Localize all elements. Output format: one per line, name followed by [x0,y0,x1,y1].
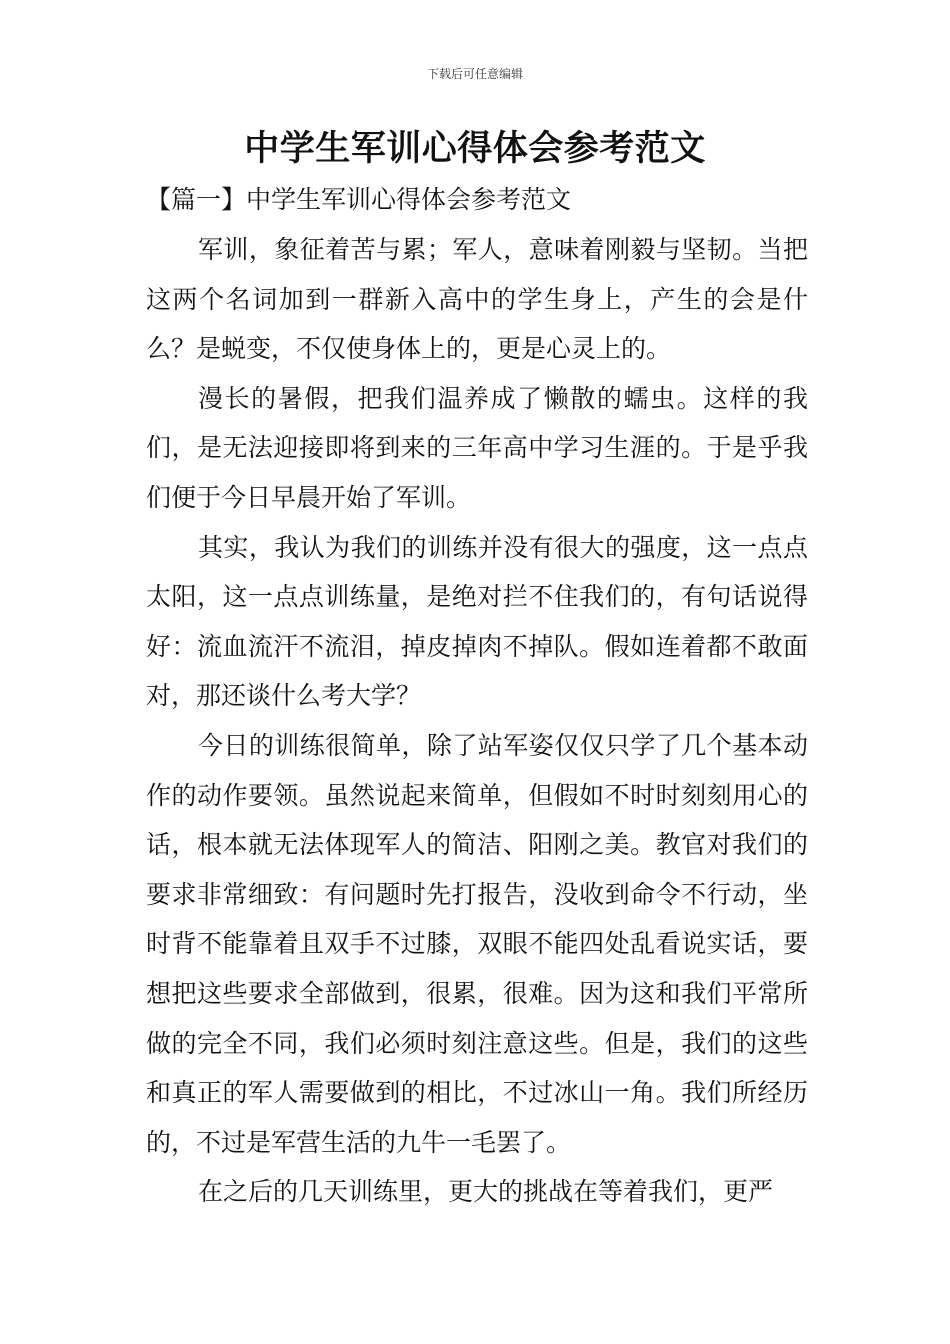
paragraph: 漫长的暑假，把我们温养成了懒散的蠕虫。这样的我们，是无法迎接即将到来的三年高中学习生涯的。于是乎我们便于今日早晨开始了军训。 [146,383,808,512]
header-note: 下载后可任意编辑 [426,67,523,81]
paragraph: 在之后的几天训练里，更大的挑战在等着我们，更严 [198,1177,774,1207]
paragraph: 其实，我认为我们的训练并没有很大的强度，这一点点太阳，这一点点训练量，是绝对拦不住我们的，有句话说得好：流血流汗不流泪，掉皮掉肉不掉队。假如连着都不敢面对，那还谈什么考大学？ [146,532,808,711]
paragraph: 今日的训练很简单，除了站军姿仅仅只学了几个基本动作的动作要领。虽然说起来简单，但假如不时时刻刻用心的话，根本就无法体现军人的简洁、阳刚之美。教官对我们的要求非常细致：有问题时先打报告，没收到命令不行动，坐时背不能靠着且双手不过膝，双眼不能四处乱看说实话，要想把这些要求全部做到，很累，很难。因为这和我们平常所做的完全不同，我们必须时刻注意这些。但是，我们的这些和真正的军人需要做到的相比，不过冰山一角。我们所经历的，不过是军营生活的九牛一毛罢了。 [146,730,808,1157]
paragraph: 军训，象征着苦与累；军人，意味着刚毅与坚韧。当把这两个名词加到一群新入高中的学生身上，产生的会是什么？是蜕变，不仅使身体上的，更是心灵上的。 [146,235,808,364]
section-heading: 【篇一】中学生军训心得体会参考范文 [146,185,572,214]
document-body [146,225,808,1217]
document-title: 中学生军训心得体会参考范文 [244,128,706,169]
